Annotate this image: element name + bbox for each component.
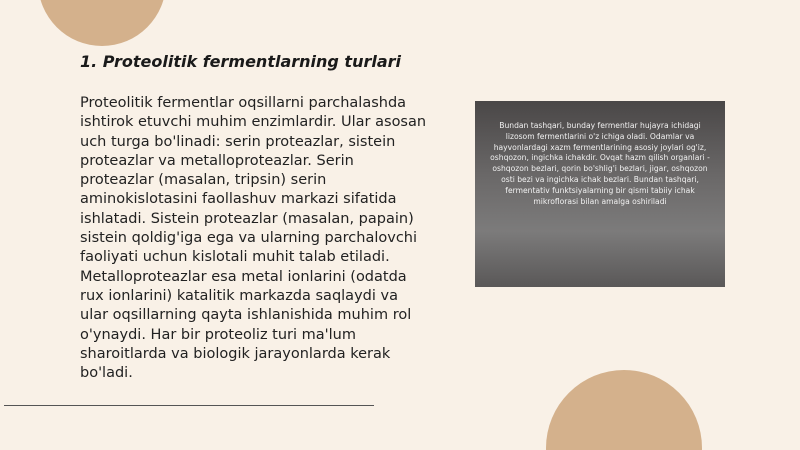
card-text: Bundan tashqari, bunday fermentlar hujayra ichidagi lizosom fermentlarini o'z ichiga oladi. Odamlar va hayvonlardagi xazm fermentlarining asosiy joylari og'iz, oshqozon, ingichka ichakdir. Ovqat hazm qilish organlari - oshqozon bezlari, qorin bo'shlig'i bezlari, jigar, oshqozon osti bezi va ingichka ichak bezlari. Bundan tashqari, fermentativ funktsiyalarning bir qismi tabiiy ichak mikroflorasi bilan amalga oshiriladi — [490, 121, 710, 206]
body-paragraph: Proteolitik fermentlar oqsillarni parchalashda ishtirok etuvchi muhim enzimlardir. Ular asosan uch turga bo'linadi: serin proteazlar, sistein proteazlar va metalloproteazlar. Serin proteazlar (masalan, tripsin) serin aminokislotasini faollashuv markazi sifatida ishlatadi. Sistein proteazlar (masalan, papain) sistein qoldig'iga ega va ularning parchalovchi faoliyati uchun kislotali muhit talab etiladi. Metalloproteazlar esa metal ionlarini (odatda rux ionlarini) katalitik markazda saqlaydi va ular oqsillarning qayta ishlanishida muhim rol o'ynaydi. Har bir proteoliz turi ma'lum sharoitlarda va biologik jarayonlarda kerak bo'ladi. — [80, 95, 427, 382]
decorative-circle-top — [38, 0, 166, 46]
decorative-circle-bottom — [546, 370, 702, 450]
divider-line — [4, 405, 374, 406]
image-card — [475, 101, 725, 287]
slide-title: 1. Proteolitik fermentlarning turlari — [80, 52, 402, 71]
